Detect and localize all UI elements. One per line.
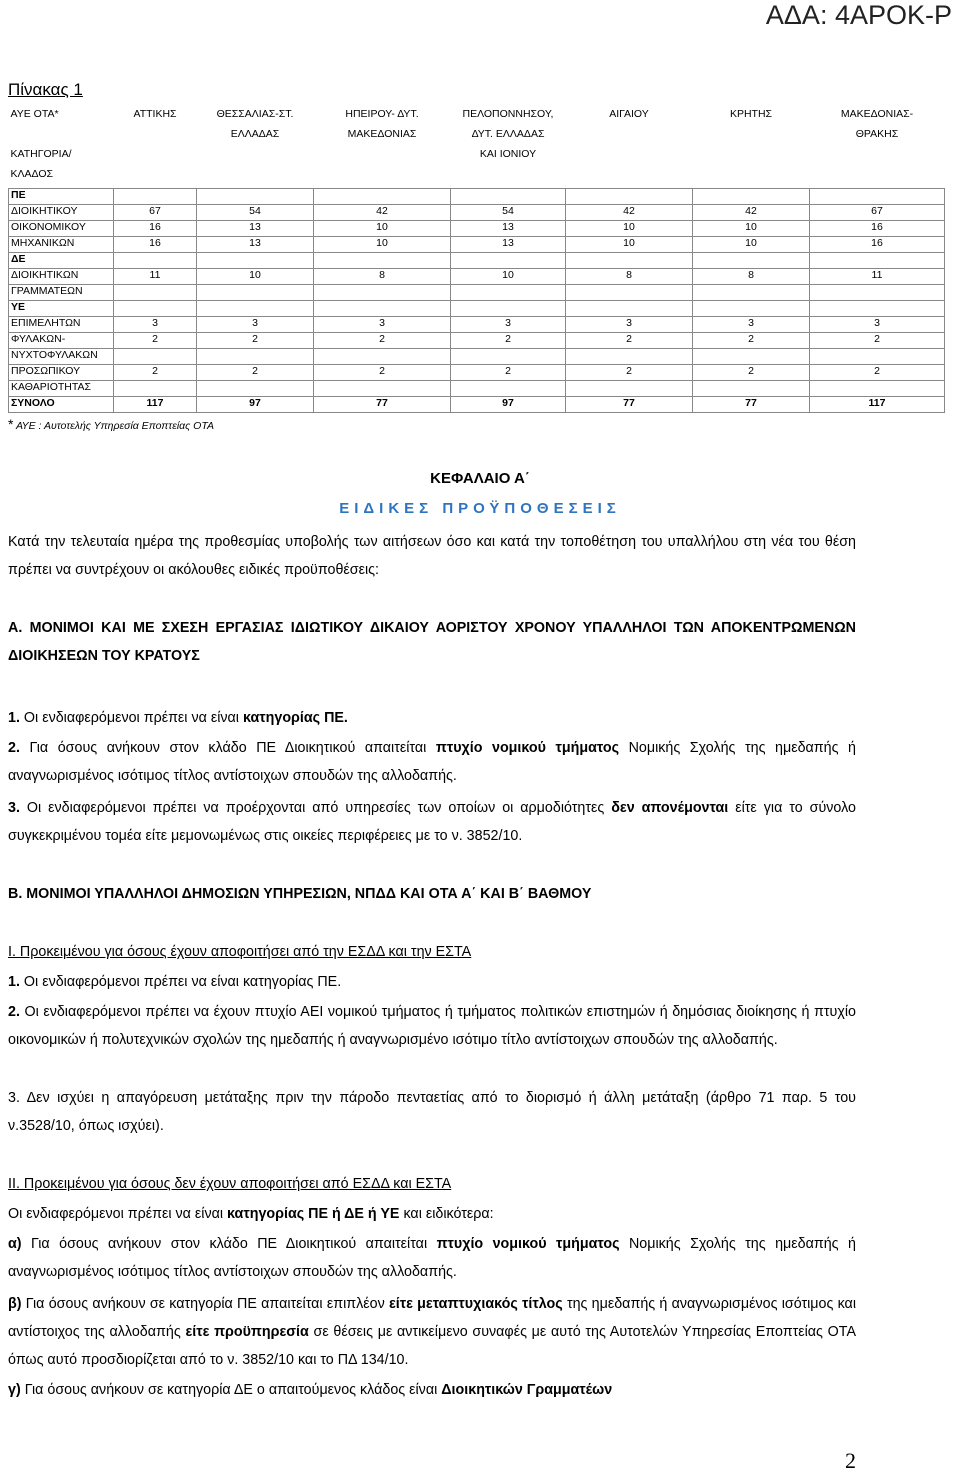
table-cell: 2 xyxy=(693,333,810,349)
table-cell: 42 xyxy=(693,205,810,221)
table-cell: ΚΑΙ ΙΟΝΙΟΥ xyxy=(479,148,537,160)
table-cell: 16 xyxy=(810,237,945,253)
table-cell xyxy=(114,148,197,168)
row-label: ΕΠΙΜΕΛΗΤΩΝ xyxy=(9,317,114,333)
table-cell xyxy=(197,168,314,189)
table-row xyxy=(9,269,945,285)
table-cell: 97 xyxy=(451,397,566,413)
table-cell: ΕΛΛΑΔΑΣ xyxy=(230,128,280,140)
paragraph-b1 xyxy=(8,968,856,996)
table-cell xyxy=(197,253,314,269)
cb-text2: της ημεδαπής ή αναγνωρισμένος ισότιμος και αντίστοιχος της αλλοδαπής xyxy=(8,1296,857,1340)
table-cell xyxy=(451,349,566,365)
table-cell: ΜΑΚΕΔΟΝΙΑΣ- xyxy=(840,108,914,120)
table-header-row xyxy=(9,168,945,189)
table-cell: 10 xyxy=(693,221,810,237)
paragraph-b3: 3. Δεν ισχύει η απαγόρευση μετάταξης πριν την πάροδο πενταετίας από το διορισμό ή άλλη μετάταξη (άρθρο 71 παρ. 5 του ν.3528/10, όπως ισχύει). xyxy=(8,1090,856,1134)
table-row xyxy=(9,317,945,333)
table-cell: 13 xyxy=(197,237,314,253)
table-cell: 2 xyxy=(810,365,945,381)
table-row xyxy=(9,205,945,221)
table-cell xyxy=(451,301,566,317)
row-label: ΔΙΟΙΚΗΤΙΚΟΥ xyxy=(9,205,114,221)
table-cell xyxy=(566,168,693,189)
cc-text: Για όσους ανήκουν σε κατηγορία ΔΕ ο απαιτούμενος κλάδος είναι xyxy=(24,1382,438,1398)
table-cell: 67 xyxy=(114,205,197,221)
c-text2: και ειδικότερα: xyxy=(403,1206,494,1222)
table-cell xyxy=(314,189,451,205)
table-cell xyxy=(114,301,197,317)
table-cell: 3 xyxy=(114,317,197,333)
row-label: ΠΡΟΣΩΠΙΚΟΥ xyxy=(9,365,114,381)
table-cell xyxy=(314,301,451,317)
table-cell: 77 xyxy=(314,397,451,413)
table-cell xyxy=(693,168,810,189)
a1-number: 1. xyxy=(8,710,20,726)
table-cell xyxy=(114,168,197,189)
b1-text: Οι ενδιαφερόμενοι πρέπει να είναι κατηγορίας ΠΕ. xyxy=(23,974,342,990)
table-cell xyxy=(693,189,810,205)
intro-paragraph: Κατά την τελευταία ημέρα της προθεσμίας υποβολής των αιτήσεων όσο και κατά την τοποθέτηση του υπαλλήλου στη νέα του θέση πρέπει να συντρέχουν οι ακόλουθες ειδικές προϋποθέσεις: xyxy=(8,534,856,578)
table-cell xyxy=(810,285,945,301)
table-cell: 2 xyxy=(114,365,197,381)
a1-text: Οι ενδιαφερόμενοι πρέπει να είναι xyxy=(23,710,239,726)
a3-text1: Οι ενδιαφερόμενοι πρέπει να προέρχονται από υπηρεσίες των οποίων οι αρμοδιότητες xyxy=(26,800,605,816)
table-cell: 8 xyxy=(693,269,810,285)
table-cell: ΠΕΛΟΠΟΝΝΗΣΟΥ, xyxy=(462,108,554,120)
table-row xyxy=(9,285,945,301)
cb-bold1: είτε μεταπτυχιακός τίτλος xyxy=(389,1296,563,1312)
table-cell: 42 xyxy=(314,205,451,221)
table-cell: 2 xyxy=(314,365,451,381)
table-cell: 10 xyxy=(566,237,693,253)
table-cell: 54 xyxy=(451,205,566,221)
a2-text1: Για όσους ανήκουν στον κλάδο ΠΕ Διοικητικού απαιτείται xyxy=(29,740,427,756)
table-cell xyxy=(114,253,197,269)
table-cell: ΔΥΤ. ΕΛΛΑΔΑΣ xyxy=(471,128,545,140)
table-row xyxy=(9,221,945,237)
table-cell: 117 xyxy=(114,397,197,413)
ca-text2: Νομικής Σχολής της ημεδαπής ή αναγνωρισμένος ισότιμος τίτλος αντίστοιχων σπουδών της αλλοδαπής. xyxy=(8,1236,856,1280)
row-label: ΟΙΚΟΝΟΜΙΚΟΥ xyxy=(9,221,114,237)
table-row xyxy=(9,397,945,413)
table-cell xyxy=(693,285,810,301)
table-cell: 2 xyxy=(566,333,693,349)
table-row xyxy=(9,301,945,317)
table-cell: 16 xyxy=(114,221,197,237)
table-cell: 16 xyxy=(810,221,945,237)
subsection-1-text: Ι. Προκειμένου για όσους έχουν αποφοιτήσει από την ΕΣΔΔ και την ΕΣΤΑ xyxy=(8,944,472,960)
table-cell xyxy=(197,148,314,168)
chapter-title: ΚΕΦΑΛΑΙΟ Α΄ xyxy=(430,470,530,487)
table-cell xyxy=(314,381,451,397)
c-text1: Οι ενδιαφερόμενοι πρέπει να είναι xyxy=(8,1206,224,1222)
table-cell xyxy=(566,148,693,168)
table-cell: 10 xyxy=(314,237,451,253)
table-cell xyxy=(693,128,810,148)
table-cell: 3 xyxy=(314,317,451,333)
cc-bold: Διοικητικών Γραμματέων xyxy=(441,1382,613,1398)
table-cell: ΑΙΓΑΙΟΥ xyxy=(609,108,649,120)
table-cell: 13 xyxy=(451,221,566,237)
subsection-2-heading xyxy=(8,1170,856,1198)
table-cell: 11 xyxy=(810,269,945,285)
paragraph-b2 xyxy=(8,998,856,1054)
footnote-text: ΑΥΕ : Αυτοτελής Υπηρεσία Εποπτείας ΟΤΑ xyxy=(15,420,214,432)
table-cell: 10 xyxy=(197,269,314,285)
table-cell xyxy=(810,381,945,397)
table-cell xyxy=(314,253,451,269)
table-cell: 13 xyxy=(451,237,566,253)
table-cell xyxy=(810,253,945,269)
a1-bold: κατηγορίας ΠΕ. xyxy=(242,710,348,726)
table-cell: 42 xyxy=(566,205,693,221)
table-cell: 2 xyxy=(197,365,314,381)
table-cell xyxy=(693,301,810,317)
table-cell: 2 xyxy=(693,365,810,381)
table-cell xyxy=(451,253,566,269)
row-label xyxy=(9,128,114,148)
paragraph-a2 xyxy=(8,734,856,790)
table-cell xyxy=(810,168,945,189)
cb-text1: Για όσους ανήκουν σε κατηγορία ΠΕ απαιτείται επιπλέον xyxy=(25,1296,385,1312)
table-cell: 10 xyxy=(693,237,810,253)
table-header-row xyxy=(9,108,945,128)
table-cell xyxy=(693,253,810,269)
table-header-row xyxy=(9,128,945,148)
footnote-star: * xyxy=(8,416,14,432)
row-label: ΠΕ xyxy=(9,189,114,205)
table-cell xyxy=(693,148,810,168)
table-cell: 3 xyxy=(566,317,693,333)
table-cell xyxy=(197,189,314,205)
table-cell xyxy=(810,349,945,365)
paragraph-c xyxy=(8,1200,856,1228)
table-cell: 3 xyxy=(451,317,566,333)
table-cell: 2 xyxy=(197,333,314,349)
table-cell: 3 xyxy=(197,317,314,333)
table-cell: 11 xyxy=(114,269,197,285)
table-cell: 2 xyxy=(810,333,945,349)
table-cell: 2 xyxy=(451,333,566,349)
c-bold: κατηγορίας ΠΕ ή ΔΕ ή ΥΕ xyxy=(227,1206,400,1222)
table-cell xyxy=(197,381,314,397)
table-cell xyxy=(566,349,693,365)
subsection-2-text: ΙΙ. Προκειμένου για όσους δεν έχουν αποφοιτήσει από ΕΣΔΔ και ΕΣΤΑ xyxy=(8,1176,452,1192)
table-row xyxy=(9,349,945,365)
row-label: ΚΛΑΔΟΣ xyxy=(10,168,53,180)
paragraph-c-beta xyxy=(8,1290,856,1374)
cb-bold2: είτε προϋπηρεσία xyxy=(185,1324,309,1340)
a2-text2: Νομικής Σχολής της ημεδαπής ή αναγνωρισμένος ισότιμος τίτλος αντίστοιχων σπουδών της αλλοδαπής. xyxy=(8,740,856,784)
table-cell xyxy=(314,349,451,365)
row-label: ΥΕ xyxy=(9,301,114,317)
a2-number: 2. xyxy=(8,740,20,756)
table-cell xyxy=(114,285,197,301)
table-row xyxy=(9,237,945,253)
table-cell xyxy=(314,168,451,189)
table-cell xyxy=(197,349,314,365)
table-cell xyxy=(810,148,945,168)
table-cell: 8 xyxy=(566,269,693,285)
table-cell xyxy=(197,301,314,317)
paragraph-a3 xyxy=(8,794,856,850)
paragraph-c-gamma xyxy=(8,1376,856,1404)
subsection-1-heading xyxy=(8,938,856,966)
table-cell xyxy=(451,381,566,397)
table-cell xyxy=(693,349,810,365)
table-cell: 77 xyxy=(566,397,693,413)
table-cell xyxy=(114,381,197,397)
table-cell: 2 xyxy=(451,365,566,381)
row-label: ΓΡΑΜΜΑΤΕΩΝ xyxy=(9,285,114,301)
table-cell: 67 xyxy=(810,205,945,221)
table-cell: 2 xyxy=(566,365,693,381)
row-label: ΜΗΧΑΝΙΚΩΝ xyxy=(9,237,114,253)
section-b-heading: Β. ΜΟΝΙΜΟΙ ΥΠΑΛΛΗΛΟΙ ΔΗΜΟΣΙΩΝ ΥΠΗΡΕΣΙΩΝ, ΝΠΔΔ ΚΑΙ ΟΤΑ Α΄ ΚΑΙ Β΄ ΒΑΘΜΟΥ xyxy=(8,886,592,902)
table-cell xyxy=(451,285,566,301)
table-cell: 2 xyxy=(114,333,197,349)
table-header-row xyxy=(9,148,945,168)
table-cell: ΘΡΑΚΗΣ xyxy=(855,128,899,140)
table-cell xyxy=(693,381,810,397)
chapter-subtitle: ΕΙΔΙΚΕΣ ΠΡΟΫΠΟΘΕΣΕΙΣ xyxy=(339,500,621,517)
table-footnote xyxy=(8,416,214,432)
row-label: ΦΥΛΑΚΩΝ- xyxy=(9,333,114,349)
table-cell: 3 xyxy=(810,317,945,333)
table-cell xyxy=(114,189,197,205)
a3-text2: είτε για το σύνολο συγκεκριμένου τομέα είτε μεμονωμένως στις οικείες περιφέρειες με το ν. 3852/10. xyxy=(8,800,856,844)
table-cell: 10 xyxy=(314,221,451,237)
a3-number: 3. xyxy=(8,800,20,816)
ca-text1: Για όσους ανήκουν στον κλάδο ΠΕ Διοικητικού απαιτείται xyxy=(31,1236,428,1252)
table-row xyxy=(9,365,945,381)
table-cell xyxy=(566,128,693,148)
table-cell: 54 xyxy=(197,205,314,221)
table-cell: 10 xyxy=(566,221,693,237)
table-cell xyxy=(566,381,693,397)
page-number: 2 xyxy=(845,1448,856,1473)
table-cell: 16 xyxy=(114,237,197,253)
table-row xyxy=(9,333,945,349)
table-cell: 117 xyxy=(810,397,945,413)
cb-label: β) xyxy=(8,1296,22,1312)
table-cell: 97 xyxy=(197,397,314,413)
table-row xyxy=(9,381,945,397)
table-cell: ΗΠΕΙΡΟΥ- ΔΥΤ. xyxy=(345,108,419,120)
table-cell xyxy=(810,189,945,205)
row-label: ΚΑΘΑΡΙΟΤΗΤΑΣ xyxy=(9,381,114,397)
table-cell xyxy=(114,349,197,365)
cc-label: γ) xyxy=(8,1382,21,1398)
row-label: ΔΙΟΙΚΗΤΙΚΩΝ xyxy=(9,269,114,285)
table-cell: 3 xyxy=(693,317,810,333)
table-cell xyxy=(314,285,451,301)
table-cell xyxy=(197,285,314,301)
row-label: ΚΑΤΗΓΟΡΙΑ/ xyxy=(10,148,72,160)
b1-number: 1. xyxy=(8,974,20,990)
ca-label: α) xyxy=(8,1236,22,1252)
allocation-table xyxy=(8,108,945,413)
table-cell xyxy=(314,148,451,168)
row-label: ΣΥΝΟΛΟ xyxy=(9,397,114,413)
table-cell xyxy=(566,253,693,269)
table-cell: 8 xyxy=(314,269,451,285)
table-cell: 2 xyxy=(314,333,451,349)
a2-bold: πτυχίο νομικού τμήματος xyxy=(435,740,620,756)
table-cell xyxy=(566,189,693,205)
table-cell xyxy=(810,301,945,317)
table-cell: ΚΡΗΤΗΣ xyxy=(729,108,773,120)
paragraph-a1 xyxy=(8,704,856,732)
row-label: ΝΥΧΤΟΦΥΛΑΚΩΝ xyxy=(9,349,114,365)
table-cell xyxy=(566,285,693,301)
table-cell xyxy=(451,168,566,189)
table-row xyxy=(9,253,945,269)
section-a-heading: Α. ΜΟΝΙΜΟΙ ΚΑΙ ΜΕ ΣΧΕΣΗ ΕΡΓΑΣΙΑΣ ΙΔΙΩΤΙΚΟΥ ΔΙΚΑΙΟΥ ΑΟΡΙΣΤΟΥ ΧΡΟΝΟΥ ΥΠΑΛΛΗΛΟΙ ΤΩΝ ΑΠΟΚΕΝΤΡΩΜΕΝΩΝ ΔΙΟΙΚΗΣΕΩΝ ΤΟΥ ΚΡΑΤΟΥΣ xyxy=(8,620,856,664)
b2-number: 2. xyxy=(8,1004,20,1020)
table-cell: 77 xyxy=(693,397,810,413)
table-cell xyxy=(566,301,693,317)
ada-code: ΑΔΑ: 4ΑΡΟΚ-Ρ xyxy=(765,0,952,30)
table-cell: 10 xyxy=(451,269,566,285)
cb-text3: σε θέσεις με αντικείμενο συναφές με αυτό της Αυτοτελών Υπηρεσίας Εποπτείας ΟΤΑ όπως αυτό προσδιορίζεται από το ν. 3852/10 και το ΠΔ 134/10. xyxy=(8,1324,856,1368)
table-cell xyxy=(114,128,197,148)
paragraph-c-alpha xyxy=(8,1230,856,1286)
table-cell: 13 xyxy=(197,221,314,237)
table-cell xyxy=(451,189,566,205)
table-cell: ΜΑΚΕΔΟΝΙΑΣ xyxy=(347,128,417,140)
table-title: Πίνακας 1 xyxy=(8,80,83,99)
table-cell: ΑΤΤΙΚΗΣ xyxy=(133,108,177,120)
row-label: ΑΥΕ ΟΤΑ* xyxy=(10,108,59,120)
ca-bold: πτυχίο νομικού τμήματος xyxy=(436,1236,620,1252)
table-cell: ΘΕΣΣΑΛΙΑΣ-ΣΤ. xyxy=(216,108,294,120)
row-label: ΔΕ xyxy=(9,253,114,269)
table-row xyxy=(9,189,945,205)
a3-bold: δεν απονέμονται xyxy=(611,800,729,816)
b2-text: Οι ενδιαφερόμενοι πρέπει να έχουν πτυχίο ΑΕΙ νομικού τμήματος ή τμήματος πολιτικών επιστημών ή δημόσιας διοίκησης ή πτυχίο οικονομικών ή πολυτεχνικών σχολών της ημεδαπής ή αναγνωρισμένο ισότιμο τίτλο αντίστοιχων σπουδών της αλλοδαπής. xyxy=(8,1004,856,1048)
